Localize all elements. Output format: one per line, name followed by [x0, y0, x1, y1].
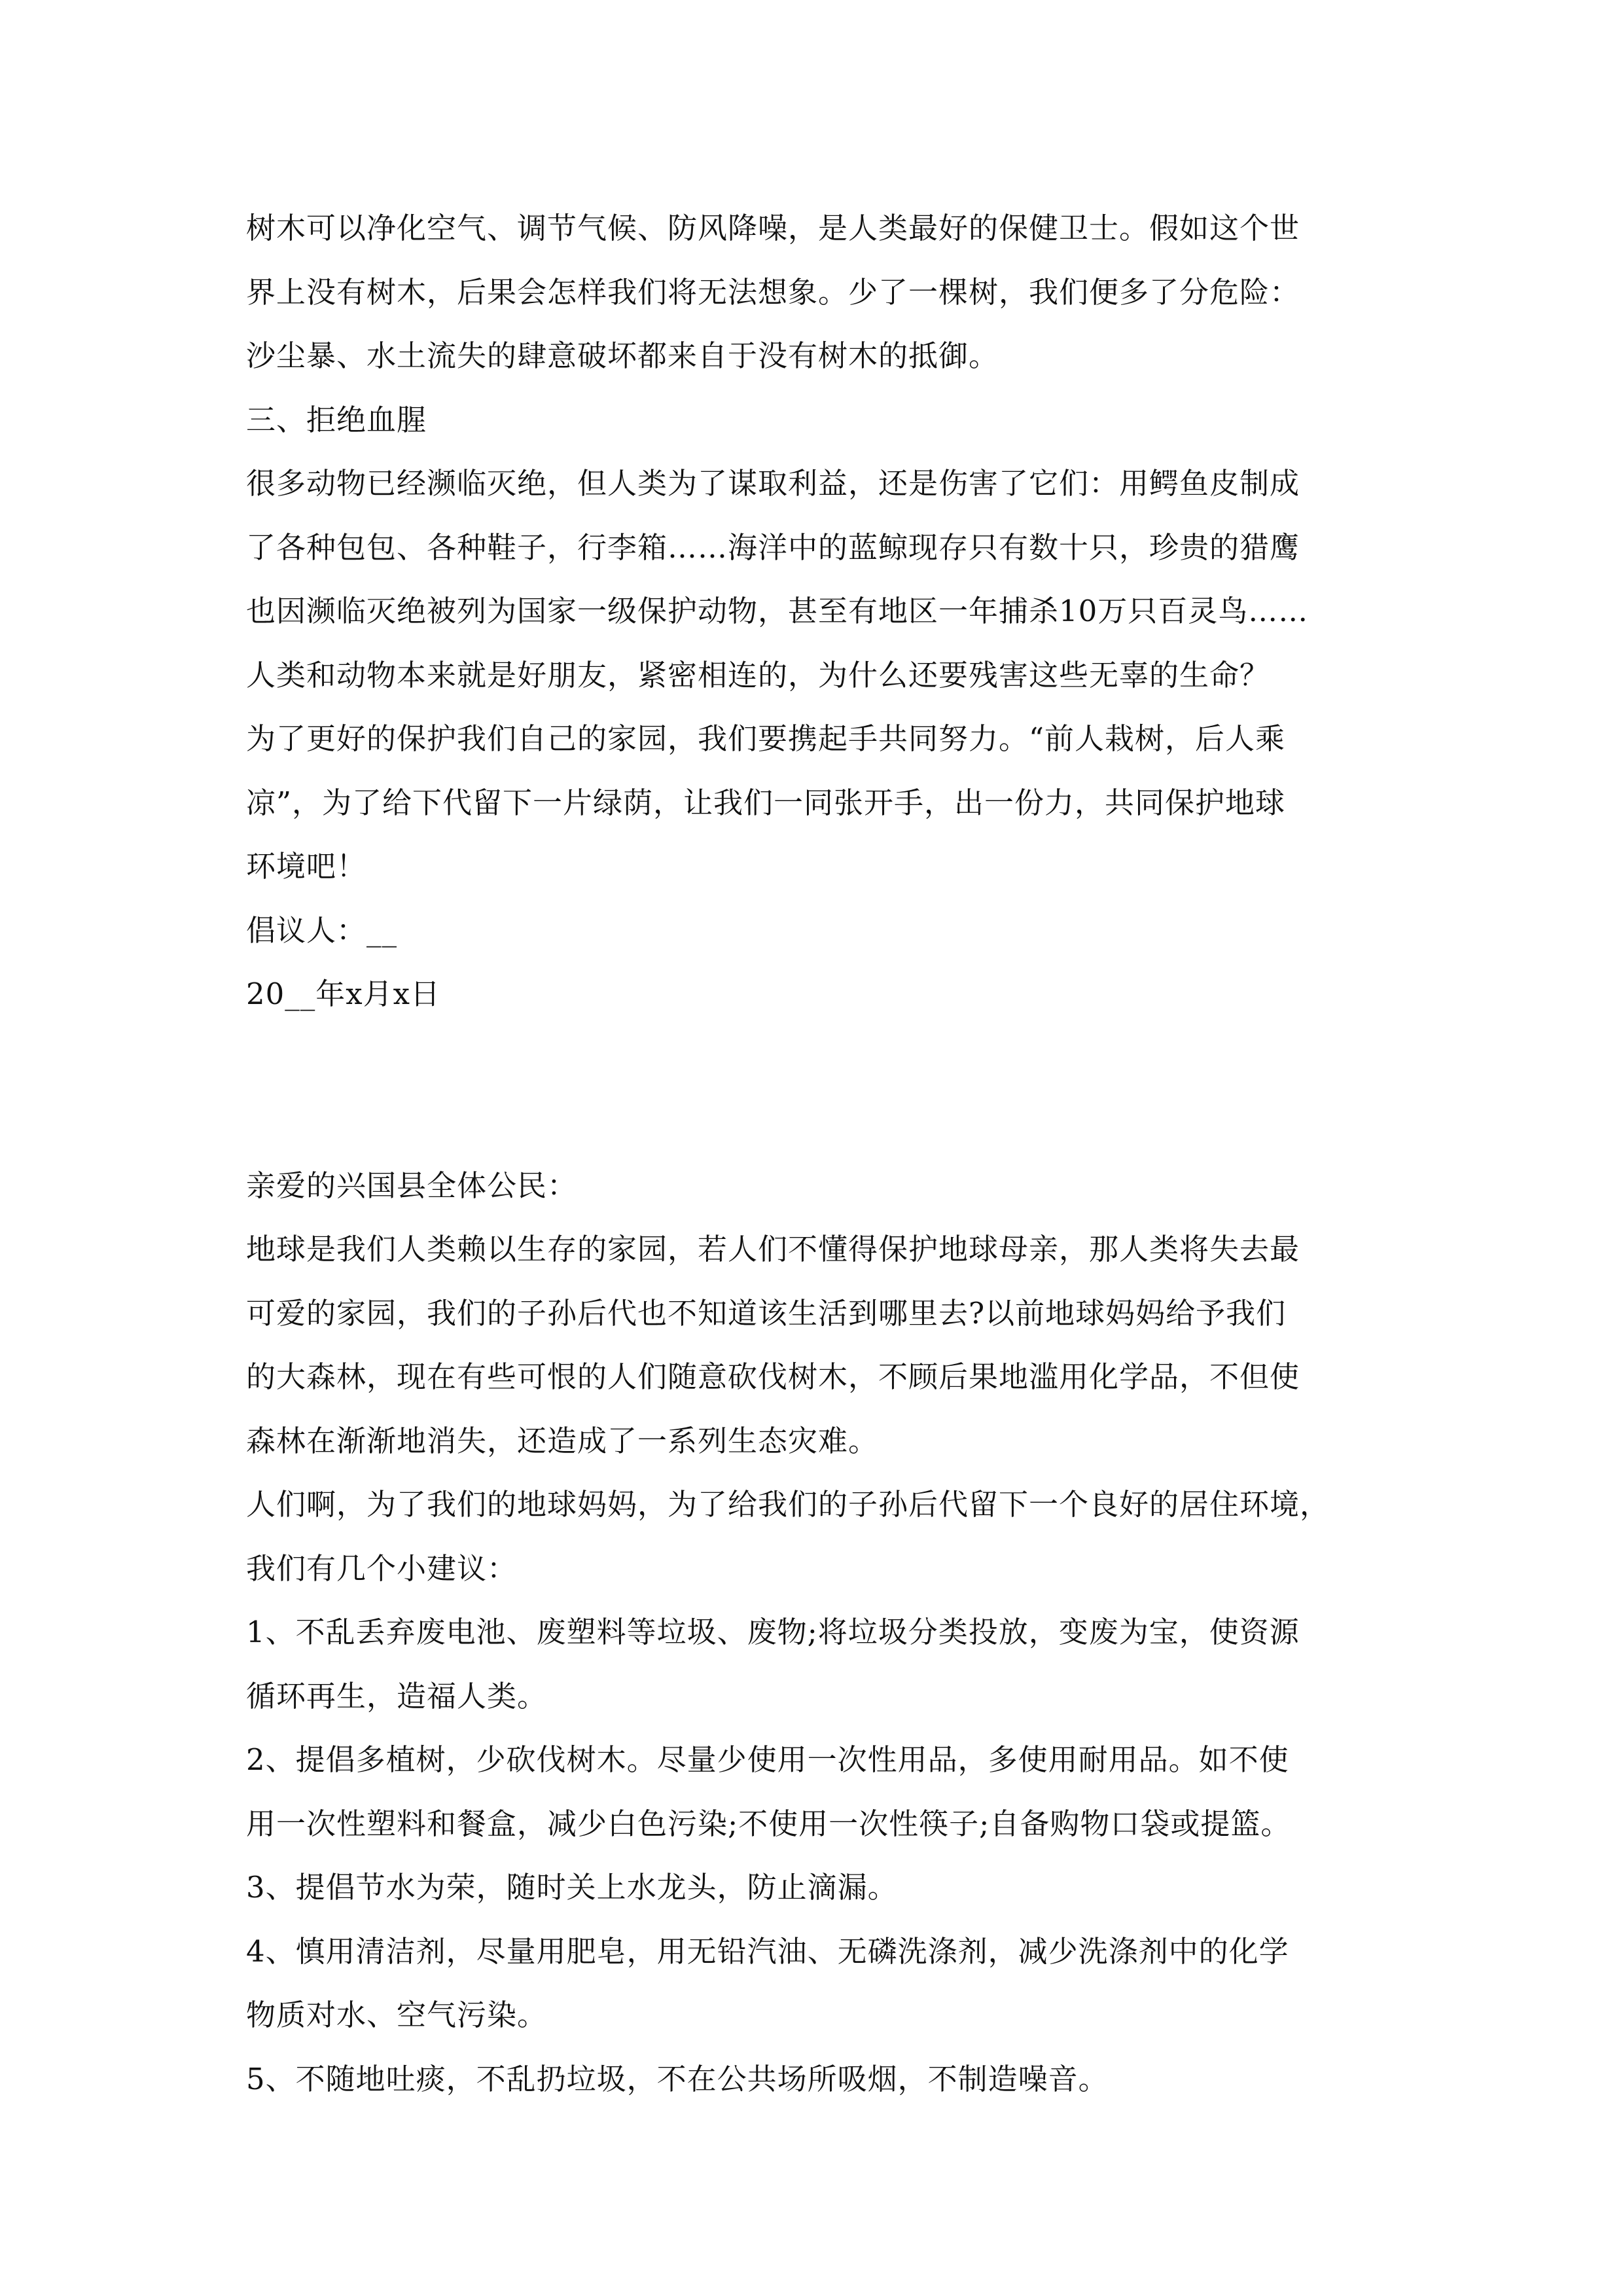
- list-item-line: 4、慎用清洁剂，尽量用肥皂，用无铅汽油、无磷洗涤剂，减少洗涤剂中的化学: [246, 1933, 1289, 1969]
- list-item-line: 5、不随地吐痰，不乱扔垃圾，不在公共场所吸烟，不制造噪音。: [246, 2061, 1109, 2096]
- paragraph-line: 人类和动物本来就是好朋友，紧密相连的，为什么还要残害这些无辜的生命？: [246, 657, 1270, 692]
- paragraph-line: 界上没有树木，后果会怎样我们将无法想象。少了一棵树，我们便多了分危险：: [246, 274, 1300, 310]
- section-heading: 三、拒绝血腥: [246, 402, 427, 437]
- document-page: [246, 196, 1398, 2111]
- paragraph-line: 人们啊，为了我们的地球妈妈，为了给我们的子孙后代留下一个良好的居住环境，: [246, 1487, 1330, 1522]
- paragraph-line: 也因濒临灭绝被列为国家一级保护动物，甚至有地区一年捕杀10万只百灵鸟……: [246, 594, 1309, 628]
- section-reject-bloodshed: [246, 388, 1398, 1026]
- date-line: 20__年x月x日: [246, 977, 441, 1011]
- section-trees: [246, 196, 1398, 388]
- paragraph-line: 的大森林，现在有些可恨的人们随意砍伐树木，不顾后果地滥用化学品，不但使: [246, 1359, 1300, 1394]
- list-item-line: 物质对水、空气污染。: [246, 1998, 548, 2032]
- paragraph-line: 环境吧！: [246, 849, 367, 884]
- paragraph-line: 森林在渐渐地消失，还造成了一系列生态灾难。: [246, 1423, 879, 1458]
- paragraph-line: 沙尘暴、水土流失的肆意破坏都来自于没有树木的抵御。: [246, 338, 999, 373]
- list-item-line: 3、提倡节水为荣，随时关上水龙头，防止滴漏。: [246, 1870, 898, 1905]
- paragraph-line: 我们有几个小建议：: [246, 1551, 518, 1586]
- paragraph-line: 可爱的家园，我们的子孙后代也不知道该生活到哪里去?以前地球妈妈给予我们: [246, 1295, 1287, 1331]
- letter-section: [246, 1154, 1398, 2111]
- paragraph-line: 为了更好的保护我们自己的家园，我们要携起手共同努力。“前人栽树，后人乘: [246, 721, 1286, 756]
- list-item-line: 用一次性塑料和餐盒，减少白色污染;不使用一次性筷子;自备购物口袋或提篮。: [246, 1806, 1291, 1841]
- paragraph-line: 树木可以净化空气、调节气候、防风降噪，是人类最好的保健卫士。假如这个世: [246, 211, 1300, 245]
- list-item-line: 2、提倡多植树，少砍伐树木。尽量少使用一次性用品，多使用耐用品。如不使: [246, 1742, 1289, 1777]
- paragraph-line: 凉”，为了给下代留下一片绿荫，让我们一同张开手，出一份力，共同保护地球: [246, 785, 1286, 820]
- paragraph-line: 了各种包包、各种鞋子，行李箱……海洋中的蓝鲸现存只有数十只，珍贵的猎鹰: [246, 529, 1300, 565]
- salutation: 亲爱的兴国县全体公民：: [246, 1168, 578, 1203]
- list-item-line: 1、不乱丢弃废电池、废塑料等垃圾、废物;将垃圾分类投放，变废为宝，使资源: [246, 1615, 1300, 1649]
- section-gap: [246, 1026, 1398, 1154]
- paragraph-line: 地球是我们人类赖以生存的家园，若人们不懂得保护地球母亲，那人类将失去最: [246, 1232, 1300, 1266]
- paragraph-line: 很多动物已经濒临灭绝，但人类为了谋取利益，还是伤害了它们：用鳄鱼皮制成: [246, 466, 1300, 501]
- list-item-line: 循环再生，造福人类。: [246, 1678, 548, 1713]
- proposer-line: 倡议人：__: [246, 912, 398, 948]
